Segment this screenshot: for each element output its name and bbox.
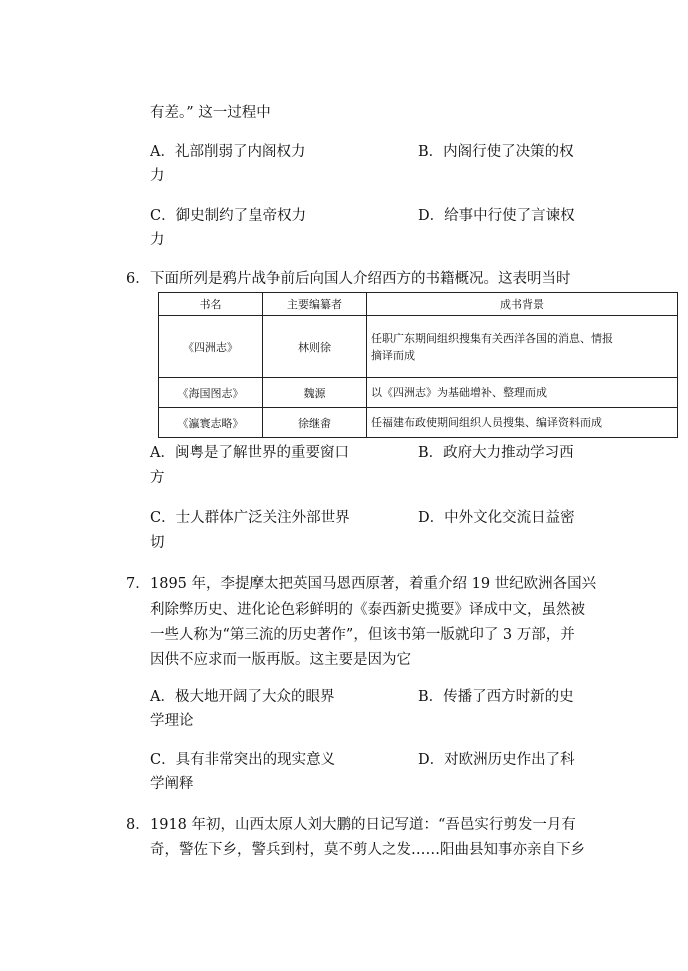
table-row [159,378,678,408]
question-7-stem-line: 一些人称为“第三流的历史著作”，但该书第一版就印了 3 万部，并 [150,627,575,643]
table-header-background: 成书背景 [367,293,678,316]
table-row [159,408,678,438]
table-row [159,316,678,378]
table-cell-compiler: 林则徐 [263,316,367,378]
table-cell-compiler: 魏源 [263,378,367,408]
option-5c: C．御史制约了皇帝权力 [150,208,307,224]
table-cell-background [367,316,678,378]
option-5d: D．给事中行使了言谏权 [418,208,575,224]
option-5b-wrap: 力 [150,168,165,184]
option-6c: C．士人群体广泛关注外部世界 [150,510,350,526]
option-7d-wrap: 学阐释 [150,776,194,792]
table-cell-title: 《海国图志》 [159,378,263,408]
question-8-stem-line: 奇，警佐下乡，警兵到村，莫不剪人之发……阳曲县知事亦亲自下乡 [150,842,585,858]
table-header-title: 书名 [159,293,263,316]
option-5a: A．礼部削弱了内阁权力 [150,144,306,160]
option-6a: A．闽粤是了解世界的重要窗口 [150,445,349,461]
question-7-stem-line: 因供不应求而一版再版。这主要是因为它 [150,652,411,668]
question-7-number: 7． [126,576,150,592]
table-cell-title: 《四洲志》 [159,316,263,378]
table-header-compiler: 主要编纂者 [263,293,367,316]
option-6b: B．政府大力推动学习西 [418,445,574,461]
table-header-row [159,293,678,316]
question-8-stem-line: 1918 年初，山西太原人刘大鹏的日记写道：“吾邑实行剪发一月有 [150,817,576,833]
option-7d: D．对欧洲历史作出了科 [418,752,575,768]
table-cell-background: 以《四洲志》为基础增补、整理而成 [367,378,678,408]
table-cell-background-line: 任职广东期间组织搜集有关西洋各国的消息、情报 [371,331,613,345]
option-6d: D．中外文化交流日益密 [418,510,575,526]
question-6-stem: 下面所列是鸦片战争前后向国人介绍西方的书籍概况。这表明当时 [150,271,571,287]
option-7c: C．具有非常突出的现实意义 [150,752,336,768]
option-7b: B．传播了西方时新的史 [418,689,574,705]
question-7-stem-line: 1895 年，李提摩太把英国马恩西原著，着重介绍 19 世纪欧洲各国兴 [150,576,597,592]
table-cell-title: 《瀛寰志略》 [159,408,263,438]
books-table [158,292,678,438]
option-6c-wrap: 切 [150,535,165,551]
table-cell-compiler: 徐继畬 [263,408,367,438]
option-5d-wrap: 力 [150,232,165,248]
question-7-stem-line: 利除弊历史、进化论色彩鲜明的《泰西新史揽要》译成中文，虽然被 [150,602,585,618]
table-cell-background: 任福建布政使期间组织人员搜集、编译资料而成 [367,408,678,438]
option-7a: A．极大地开阔了大众的眼界 [150,689,335,705]
question-5-stem-tail: 有差。” 这一过程中 [150,105,271,121]
table-cell-background-line: 摘译而成 [371,348,415,362]
option-7b-wrap: 学理论 [150,713,194,729]
option-6a-wrap: 方 [150,470,165,486]
option-5b: B．内阁行使了决策的权 [418,144,574,160]
question-8-number: 8． [126,817,150,833]
question-6-number: 6． [126,271,150,287]
